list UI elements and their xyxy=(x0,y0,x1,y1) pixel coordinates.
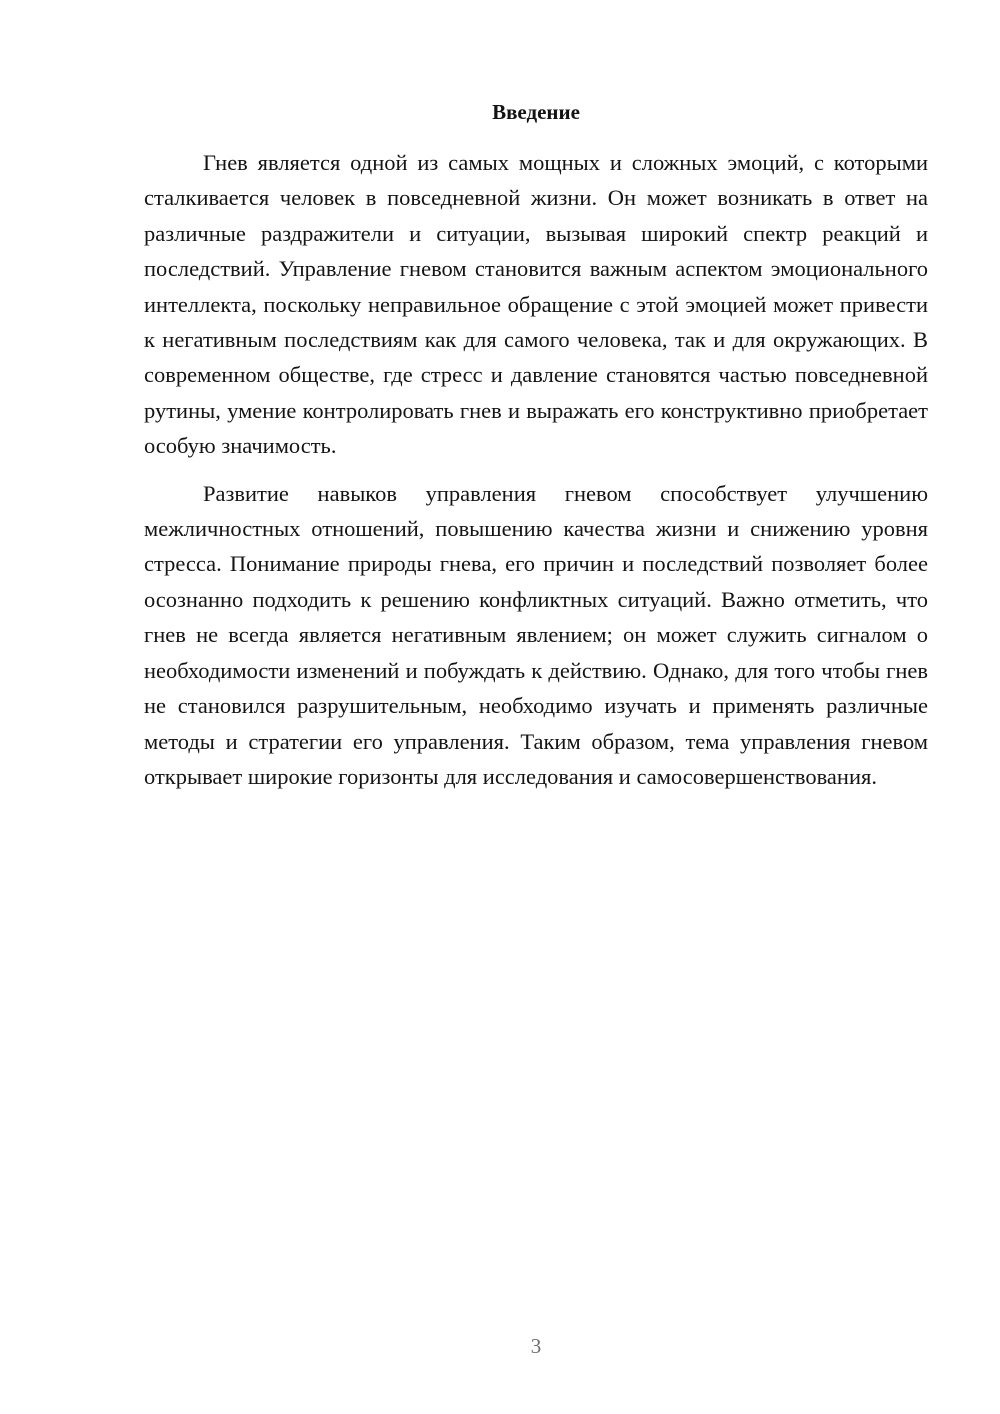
body-text xyxy=(144,145,928,806)
page-number: 3 xyxy=(530,1334,542,1358)
paragraph-skills: Развитие навыков управления гневом способствует улучшению межличностных отношений, повышению качества жизни и снижению уровня стресса. Понимание природы гнева, его причин и последствий позволяет более осознанно подходить к решению конфликтных ситуаций. Важно отметить, что гнев не всегда является негативным явлением; он может служить сигналом о необходимости изменений и побуждать к действию. Однако, для того чтобы гнев не становился разрушительным, необходимо изучать и применять различные методы и стратегии его управления. Таким образом, тема управления гневом открывает широкие горизонты для исследования и самосовершенствования. xyxy=(144,480,928,789)
paragraph-intro: Гнев является одной из самых мощных и сложных эмоций, с которыми сталкивается человек в повседневной жизни. Он может возникать в ответ на различные раздражители и ситуации, вызывая широкий спектр реакций и последствий. Управление гневом становится важным аспектом эмоционального интеллекта, поскольку неправильное обращение с этой эмоцией может привести к негативным последствиям как для самого человека, так и для окружающих. В современном обществе, где стресс и давление становятся частью повседневной рутины, умение контролировать гнев и выражать его конструктивно приобретает особую значимость. xyxy=(144,150,928,459)
section-title: Введение xyxy=(492,100,580,124)
